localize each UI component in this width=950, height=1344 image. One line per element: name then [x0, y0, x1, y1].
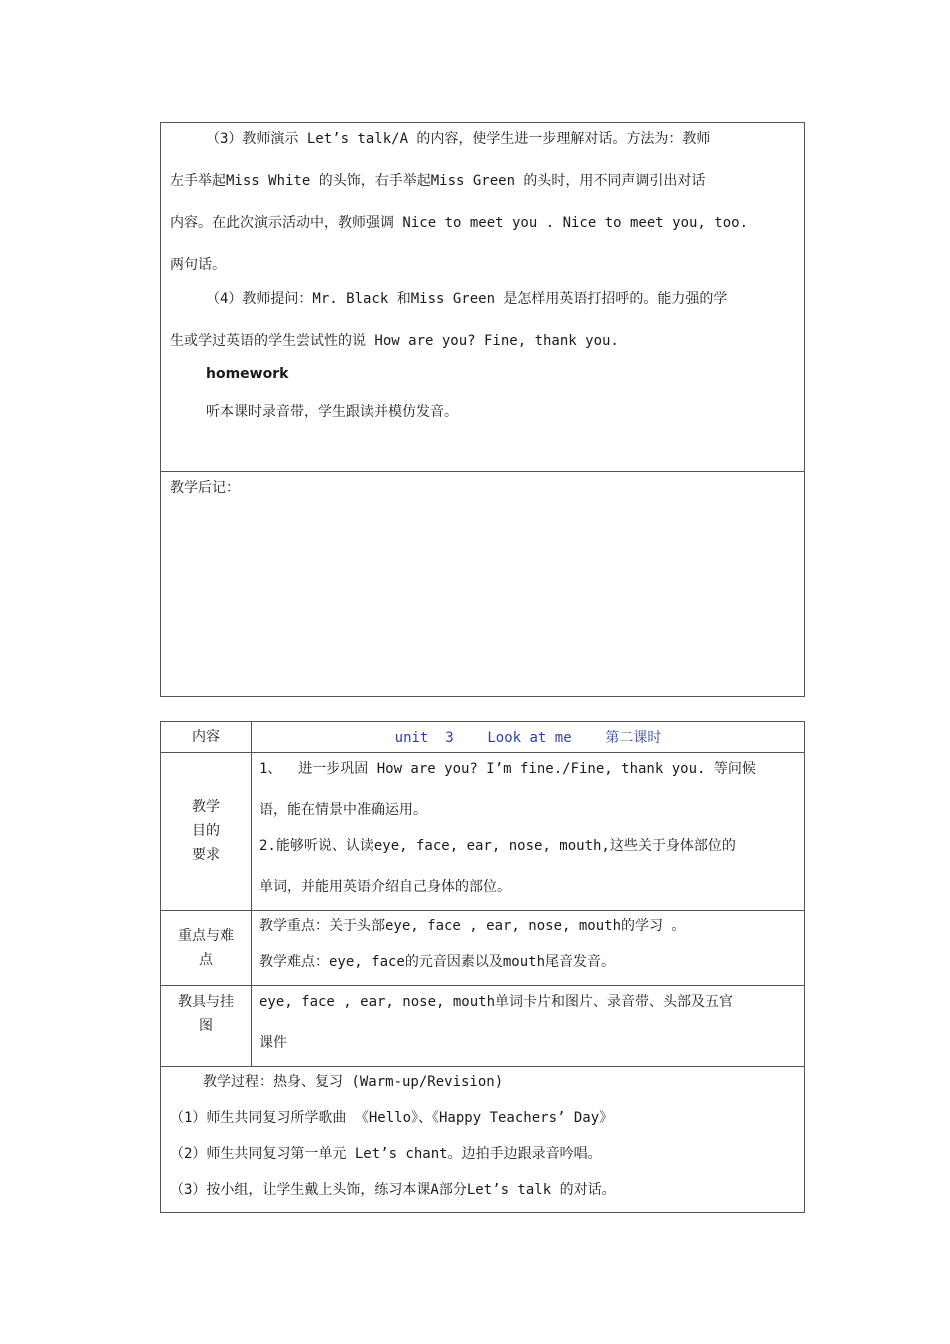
process-step-2: （2）师生共同复习第一单元 Let’s chant。边拍手边跟录音吟唱。 [170, 1146, 602, 1162]
objectives-line-4: 单词，并能用英语介绍自己身体的部位。 [259, 879, 511, 895]
postscript-label: 教学后记： [170, 480, 240, 496]
tools-label-line-2: 图 [199, 1018, 213, 1034]
objectives-line-1: 1、 进一步巩固 How are you? I’m fine./Fine, thank you. 等问候 [259, 761, 756, 777]
step3-line-4: 两句话。 [170, 257, 226, 273]
tools-label-line-1: 教具与挂 [178, 994, 234, 1010]
process-step-3: （3）按小组，让学生戴上头饰，练习本课A部分Let’s talk 的对话。 [170, 1182, 616, 1198]
homework-text: 听本课时录音带，学生跟读并模仿发音。 [206, 404, 458, 420]
tools-line-1: eye, face , ear, nose, mouth单词卡片和图片、录音带、头部及五官 [259, 994, 734, 1010]
tools-line-2: 课件 [259, 1035, 287, 1051]
step4-line-1: （4）教师提问：Mr. Black 和Miss Green 是怎样用英语打招呼的。能力强的学 [206, 291, 728, 307]
step3-line-2: 左手举起Miss White 的头饰，右手举起Miss Green 的头时，用不同声调引出对话 [170, 173, 706, 189]
row-divider-2 [160, 910, 805, 911]
process-step-1: （1）师生共同复习所学歌曲 《Hello》、《Happy Teachers’ Day》 [170, 1110, 614, 1126]
row-divider-1 [160, 752, 805, 753]
lesson-title: unit 3 Look at me 第二课时 [394, 730, 662, 746]
objectives-line-3: 2.能够听说、认读eye, face, ear, nose, mouth,这些关于身体部位的 [259, 838, 736, 854]
key-points-label-line-2: 点 [199, 952, 213, 968]
row-divider-4 [160, 1066, 805, 1067]
row-divider-3 [160, 985, 805, 986]
key-points-label-line-1: 重点与难 [178, 928, 234, 944]
process-heading: 教学过程：热身、复习 (Warm-up/Revision) [203, 1074, 504, 1090]
key-points-label [161, 924, 251, 972]
objectives-label-line-3: 要求 [192, 847, 220, 863]
content-label: 内容 [192, 729, 220, 745]
key-point-line: 教学重点：关于头部eye, face , ear, nose, mouth的学习 。 [259, 918, 686, 934]
objectives-label [161, 795, 251, 867]
step4-line-2: 生或学过英语的学生尝试性的说 How are you? Fine, thank you. [170, 333, 619, 349]
objectives-label-line-1: 教学 [192, 799, 220, 815]
label-column-divider [251, 721, 252, 1066]
tools-label [161, 990, 251, 1038]
step3-line-3: 内容。在此次演示活动中，教师强调 Nice to meet you . Nice to meet you, too. [170, 215, 749, 231]
difficulty-line: 教学难点：eye, face的元音因素以及mouth尾音发音。 [259, 954, 616, 970]
table1-divider [160, 471, 805, 472]
objectives-label-line-2: 目的 [192, 823, 220, 839]
homework-label: homework [206, 366, 289, 382]
step3-line-1: （3）教师演示 Let’s talk/A 的内容，使学生进一步理解对话。方法为：教师 [206, 131, 711, 147]
objectives-line-2: 语，能在情景中准确运用。 [259, 802, 427, 818]
